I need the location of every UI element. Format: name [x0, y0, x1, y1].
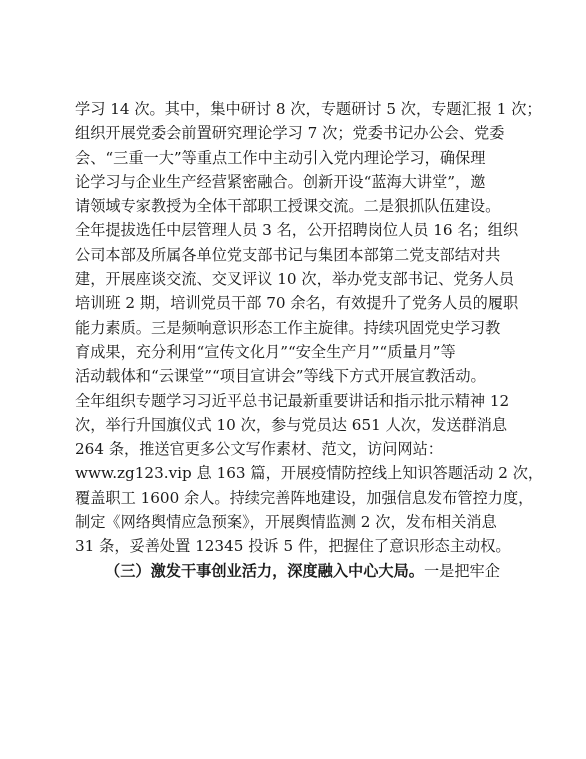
- text-line: 全年组织专题学习习近平总书记最新重要讲话和指示批示精神 12: [75, 391, 510, 410]
- text-line: 建，开展座谈交流、交叉评议 10 次，举办党支部书记、党务人员: [75, 270, 515, 289]
- text-line: 培训班 2 期，培训党员干部 70 余名，有效提升了党务人员的履职: [75, 294, 519, 313]
- body-text: [75, 97, 544, 583]
- text-line: www.zg123.vip 息 163 篇，开展疫情防控线上知识答题活动 2 次，: [75, 464, 544, 483]
- text-line: 覆盖职工 1600 余人。持续完善阵地建设，加强信息发布管控力度，: [75, 488, 534, 507]
- text-line: 请领域专家教授为全体干部职工授课交流。二是狠抓队伍建设。: [75, 197, 501, 216]
- text-line: 能力素质。三是频响意识形态工作主旋律。持续巩固党史学习教: [75, 318, 501, 337]
- text-line: 活动载体和“云课堂”“项目宣讲会”等线下方式开展宣教活动。: [75, 367, 486, 386]
- text-line: 公司本部及所属各单位党支部书记与集团本部第二党支部结对共: [75, 245, 501, 264]
- section-heading-continuation: 一是把牢企: [423, 561, 500, 580]
- text-line: 31 条，妥善处置 12345 投诉 5 件，把握住了意识形态主动权。: [75, 537, 511, 556]
- text-line: 育成果，充分利用“宣传文化月”“安全生产月”“质量月”等: [75, 342, 456, 361]
- text-line: 学习 14 次。其中，集中研讨 8 次，专题研讨 5 次，专题汇报 1 次；: [75, 100, 542, 118]
- text-line: 制定《网络舆情应急预案》，开展舆情监测 2 次，发布相关消息: [75, 513, 497, 532]
- text-line: 论学习与企业生产经营紧密融合。创新开设“蓝海大讲堂”，邀: [75, 172, 486, 191]
- section-heading-line: [75, 559, 535, 583]
- text-line: 组织开展党委会前置研究理论学习 7 次；党委书记办公会、党委: [75, 124, 505, 143]
- text-line: 264 条，推送官更多公文写作素材、范文，访问网站：: [75, 440, 443, 459]
- text-line: 会、“三重一大”等重点工作中主动引入党内理论学习，确保理: [75, 148, 486, 167]
- section-heading: （三）激发干事创业活力，深度融入中心大局。: [105, 561, 424, 580]
- text-line: 次，举行升国旗仪式 10 次，参与党员达 651 人次，发送群消息: [75, 415, 508, 434]
- text-line: 全年提拔选任中层管理人员 3 名，公开招聘岗位人员 16 名；组织: [75, 221, 519, 240]
